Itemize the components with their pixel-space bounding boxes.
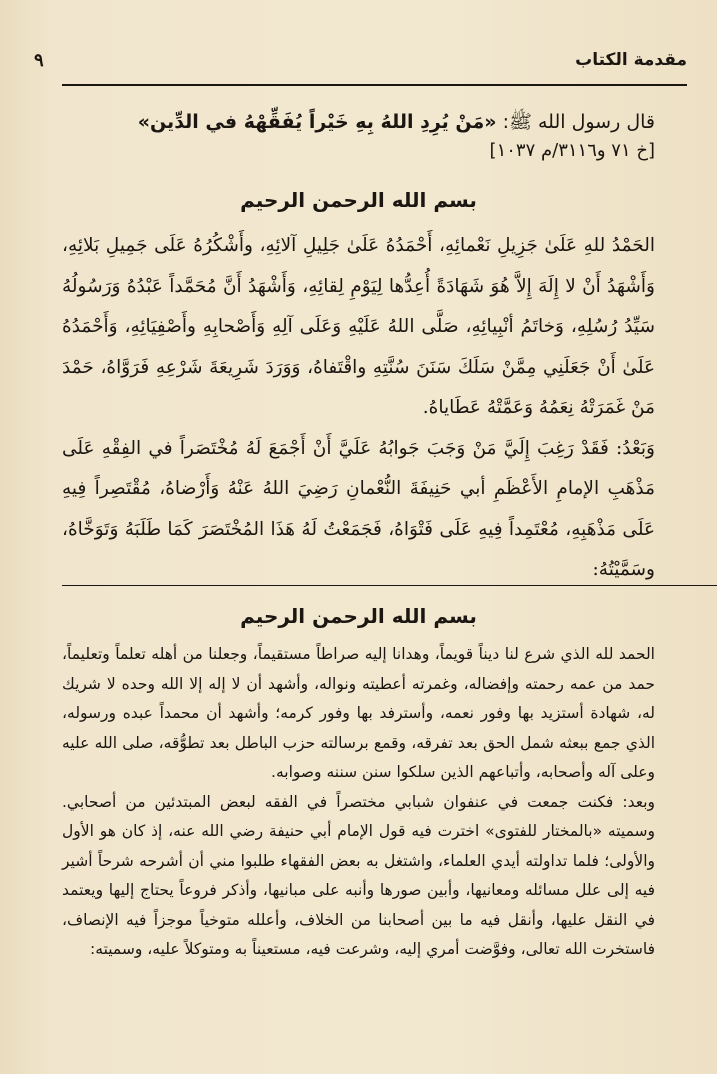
hadith-citation: [خ ٧١ و٣١١٦/م ١٠٣٧] [489,140,655,161]
basmala-matn: بسم الله الرحمن الرحيم [240,188,477,212]
running-head: مقدمة الكتاب [575,50,687,70]
epigraph-intro: قال رسول الله ﷺ: [496,111,655,133]
matn-paragraph: الحَمْدُ للهِ عَلَىٰ جَزِيلِ نَعْمائِهِ، أَحْمَدُهُ عَلَىٰ جَلِيلِ آلائِهِ، وأَشْكُرُهُ عَلَى جَمِيلِ بَلائِهِ، وَأَشْهَدُ أَنْ لا إِلَهَ إِلاَّ هُوَ شَهَادَةً أُعِدُّها لِيَوْمِ لِقائِهِ، وَأَشْهَدُ أَنَّ مُحَمَّداً عَبْدُهُ وَرَسُولُهُ سَيِّدُ رُسُلِهِ، وَخاتَمُ أنْبِيائِهِ، صَلَّى اللهُ عَلَيْهِ وَعَلَى آلِهِ وَأَصْحابِهِ وأَصْفِيَائِهِ، وَأَحْمَدُهُ عَلَىٰ أَنْ جَعَلَنِي مِمَّنْ سَلَكَ سَنَنَ سُنَّتِهِ واقْتَفاهُ، وَوَرَدَ شَرِيعَةَ شَرْعِهِ فَرَوَّاهُ، حَمْدَ مَنْ غَمَرَتْهُ نِعَمُهُ وَعَمَّتْهُ عَطَاياهُ. [62,235,655,418]
page-header [30,40,687,86]
header-rule [62,84,687,86]
basmala-sharh: بسم الله الرحمن الرحيم [240,604,477,628]
matn-paragraph: وَبَعْدُ: فَقَدْ رَغِبَ إِلَيَّ مَنْ وَجَبَ جَوابُهُ عَلَيَّ أَنْ أَجْمَعَ لَهُ مُخْتَصَراً في الفِقْهِ عَلَى مَذْهَبِ الإمامِ الأَعْظَمِ أبي حَنِيفَةَ النُّعْمانِ رَضِيَ اللهُ عَنْهُ وَأَرْضاهُ، مُقْتَصِراً فِيهِ عَلَى مَذْهَبِهِ، مُعْتَمِداً فِيهِ عَلَى فَتْوَاهُ، فَجَمَعْتُ لَهُ هَذَا المُخْتَصَرَ كَمَا طَلَبَهُ وَتَوَخَّاهُ، وسَمَّيْتُهُ: [62,437,655,580]
hadith-quote: «مَنْ يُرِدِ اللهُ بِهِ خَيْراً يُفَقِّهْهُ في الدِّين» [137,111,497,133]
sharh-text [62,640,655,965]
matn-text [62,226,655,591]
sharh-paragraph: وبعد: فكنت جمعت في عنفوان شبابي مختصراً في الفقه لبعض المبتدئين من أصحابي. وسميته «بالمختار للفتوى» اخترت فيه قول الإمام أبي حنيفة رضي الله عنه، إذ كان هو الأول والأولى؛ فلما تداولته أيدي العلماء، واشتغل به بعض الفقهاء طلبوا مني أن أشرحه شرحاً أشير فيه إلى علل مسائله ومعانيها، وأبين صورها وأنبه على مبانيها، وأذكر فروعاً يحتاج إليها ويعتمد في النقل عليها، وأنقل فيه ما بين أصحابنا من الخلاف، وأعلله متوخياً موجزاً فيه الإنصاف، فاستخرت الله تعالى، وفوَّضت أمري إليه، وشرعت فيه، مستعيناً به ومتوكلاً عليه، وسميته: [62,792,655,958]
hadith-epigraph [62,104,655,140]
sharh-paragraph: الحمد لله الذي شرع لنا ديناً قويماً، وهدانا إليه صراطاً مستقيماً، وجعلنا من أهله تعلماً وتعليماً، حمد من عمه رحمته وإفضاله، وغمرته أعطيته ونواله، وأشهد أن لا إله إلا الله وحده لا شريك له، شهادة أستزيد بها وفور نعمه، وأسترفد بها وفور كرمه؛ وأشهد أن محمداً عبده ورسوله، الذي جمع ببعثه شمل الحق بعد تفرقه، وقمع برسالته حزب الباطل بعد تطوُّقه، صلى الله عليه وعلى آله وأصحابه، وأتباعهم الذين سلكوا سنن سننه وصوابه. [62,645,655,781]
matn-sharh-divider [62,585,717,586]
page-number: ٩ [34,50,44,71]
